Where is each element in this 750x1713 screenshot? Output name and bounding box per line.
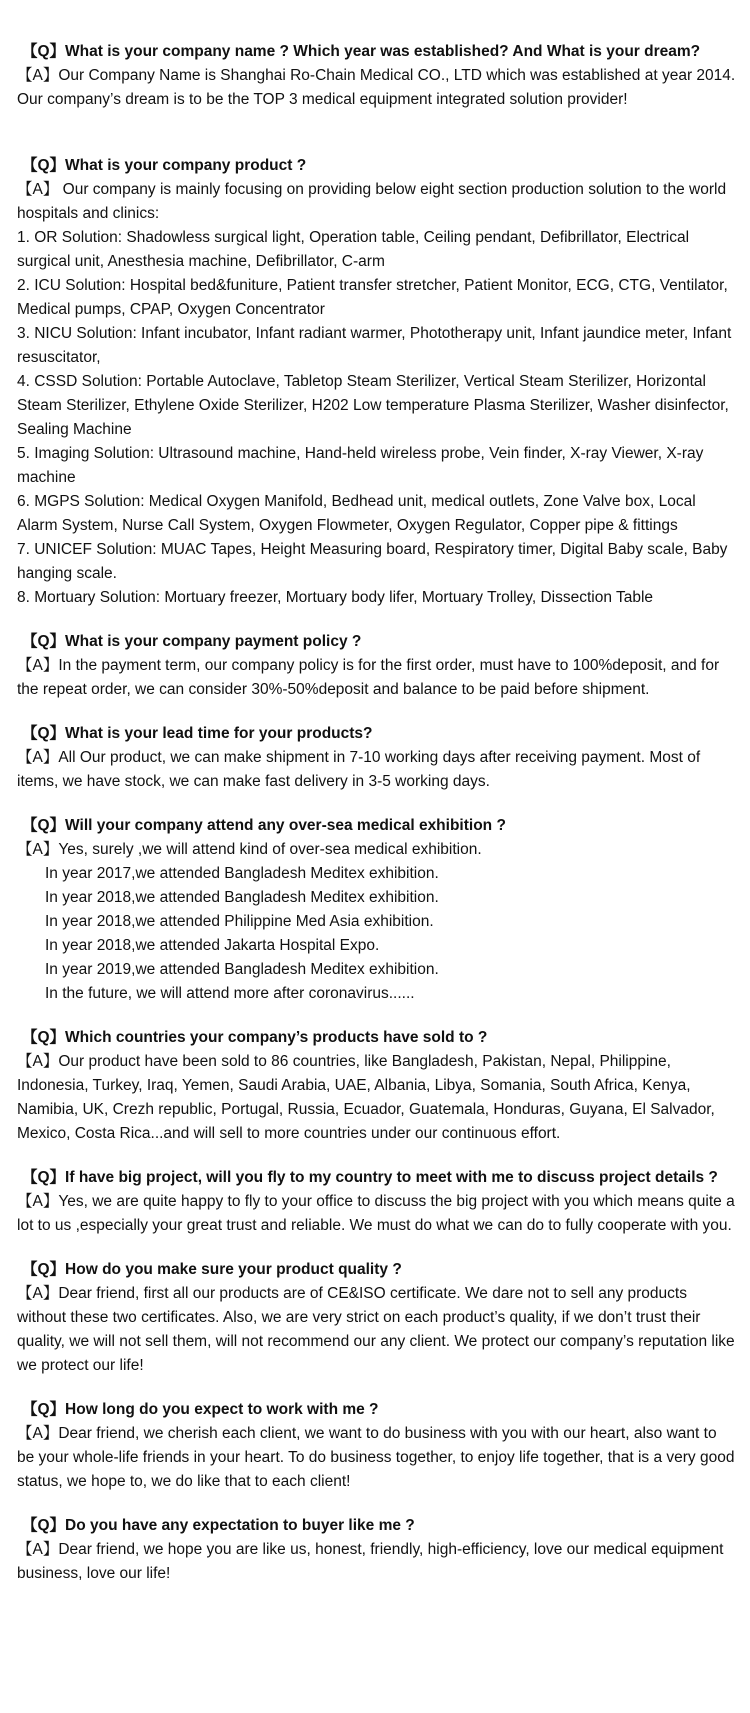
question: 【Q】Which countries your company’s products have sold to ? (22, 1029, 488, 1046)
solution-item: 3. NICU Solution: Infant incubator, Infant radiant warmer, Phototherapy unit, Infant jaundice meter, Infant resuscitator, (17, 325, 732, 366)
faq-item-company-product (17, 154, 736, 610)
question: 【Q】What is your company product ? (22, 157, 307, 174)
question: 【Q】How do you make sure your product quality ? (22, 1261, 402, 1278)
exhibition-item: In year 2018,we attended Bangladesh Meditex exhibition. (45, 889, 439, 906)
question: 【Q】Will your company attend any over-sea medical exhibition ? (22, 817, 506, 834)
answer: 【A】Dear friend, we cherish each client, we want to do business with you with our heart, also want to be your whole-life friends in your heart. To do business together, to enjoy life together, that is a very good status, we hope to, we do like that to each client! (17, 1425, 735, 1490)
question: 【Q】If have big project, will you fly to my country to meet with me to discuss project details ? (22, 1169, 718, 1186)
spacer (17, 610, 736, 630)
solution-item: 2. ICU Solution: Hospital bed&funiture, Patient transfer stretcher, Patient Monitor, ECG, CTG, Ventilator, Medical pumps, CPAP, Oxygen Concentrator (17, 277, 728, 318)
faq-item-lead-time (17, 722, 736, 794)
question: 【Q】What is your company name ? Which year was established? And What is your dream? (22, 43, 701, 60)
faq-item-buyer-expectation (17, 1514, 736, 1586)
solution-item: 6. MGPS Solution: Medical Oxygen Manifold, Bedhead unit, medical outlets, Zone Valve box, Local Alarm System, Nurse Call System, Oxygen Flowmeter, Oxygen Regulator, Copper pipe & fittings (17, 493, 696, 534)
question: 【Q】Do you have any expectation to buyer like me ? (22, 1517, 415, 1534)
exhibition-item: In the future, we will attend more after coronavirus...... (45, 985, 415, 1002)
faq-item-work-duration (17, 1398, 736, 1494)
exhibition-item: In year 2019,we attended Bangladesh Meditex exhibition. (45, 961, 439, 978)
solution-item: 1. OR Solution: Shadowless surgical light, Operation table, Ceiling pendant, Defibrillator, Electrical surgical unit, Anesthesia machine, Defibrillator, C-arm (17, 229, 690, 270)
exhibition-item: In year 2018,we attended Jakarta Hospital Expo. (45, 937, 380, 954)
spacer (17, 112, 736, 154)
exhibition-item: In year 2018,we attended Philippine Med Asia exhibition. (45, 913, 434, 930)
solution-item: 4. CSSD Solution: Portable Autoclave, Tabletop Steam Sterilizer, Vertical Steam Sterilizer, Horizontal Steam Sterilizer, Ethylene Oxide Sterilizer, H202 Low temperature Plasma Sterilizer, Washer disinfector, Sealing Machine (17, 373, 729, 438)
answer: 【A】Yes, surely ,we will attend kind of over-sea medical exhibition. (17, 841, 482, 858)
faq-item-countries (17, 1026, 736, 1146)
answer: 【A】Yes, we are quite happy to fly to your office to discuss the big project with you which means quite a lot to us ,especially your great trust and reliable. We must do what we can do to fully cooperate with you. (17, 1193, 735, 1234)
spacer (17, 1494, 736, 1514)
faq-item-quality (17, 1258, 736, 1378)
solution-item: 7. UNICEF Solution: MUAC Tapes, Height Measuring board, Respiratory timer, Digital Baby scale, Baby hanging scale. (17, 541, 728, 582)
answer: 【A】All Our product, we can make shipment in 7-10 working days after receiving payment. Most of items, we have stock, we can make fast delivery in 3-5 working days. (17, 749, 701, 790)
faq-item-payment-policy (17, 630, 736, 702)
solution-item: 5. Imaging Solution: Ultrasound machine, Hand-held wireless probe, Vein finder, X-ray Viewer, X-ray machine (17, 445, 704, 486)
answer: 【A】In the payment term, our company policy is for the first order, must have to 100%deposit, and for the repeat order, we can consider 30%-50%deposit and balance to be paid before shipment. (17, 657, 720, 698)
exhibition-item: In year 2017,we attended Bangladesh Meditex exhibition. (45, 865, 439, 882)
question: 【Q】What is your company payment policy ? (22, 633, 362, 650)
spacer (17, 702, 736, 722)
spacer (17, 1006, 736, 1026)
answer: 【A】 Our company is mainly focusing on providing below eight section production solution to the world hospitals and clinics: (17, 181, 727, 222)
spacer (17, 794, 736, 814)
faq-item-company-name (17, 40, 736, 112)
spacer (17, 1378, 736, 1398)
spacer (17, 1146, 736, 1166)
question: 【Q】What is your lead time for your products? (22, 725, 373, 742)
faq-item-big-project (17, 1166, 736, 1238)
answer: 【A】Our product have been sold to 86 countries, like Bangladesh, Pakistan, Nepal, Philippine, Indonesia, Turkey, Iraq, Yemen, Saudi Arabia, UAE, Albania, Libya, Somania, South Africa, Kenya, Namibia, UK, Crezh republic, Portugal, Russia, Ecuador, Guatemala, Honduras, Guyana, El Salvador, Mexico, Costa Rica...and will sell to more countries under our continuous effort. (17, 1053, 715, 1142)
faq-item-exhibition (17, 814, 736, 1006)
answer: 【A】Dear friend, we hope you are like us, honest, friendly, high-efficiency, love our medical equipment business, love our life! (17, 1541, 724, 1582)
answer: 【A】Our Company Name is Shanghai Ro-Chain Medical CO., LTD which was established at year 2014. Our company’s dream is to be the TOP 3 medical equipment integrated solution provider! (17, 67, 736, 108)
spacer (17, 1238, 736, 1258)
solution-item: 8. Mortuary Solution: Mortuary freezer, Mortuary body lifer, Mortuary Trolley, Dissection Table (17, 589, 654, 606)
question: 【Q】How long do you expect to work with me ? (22, 1401, 379, 1418)
answer: 【A】Dear friend, first all our products are of CE&ISO certificate. We dare not to sell any products without these two certificates. Also, we are very strict on each product’s quality, if we don’t trust their quality, we will not sell them, will not recommend our any client. We protect our company’s reputation like we protect our life! (17, 1285, 735, 1374)
